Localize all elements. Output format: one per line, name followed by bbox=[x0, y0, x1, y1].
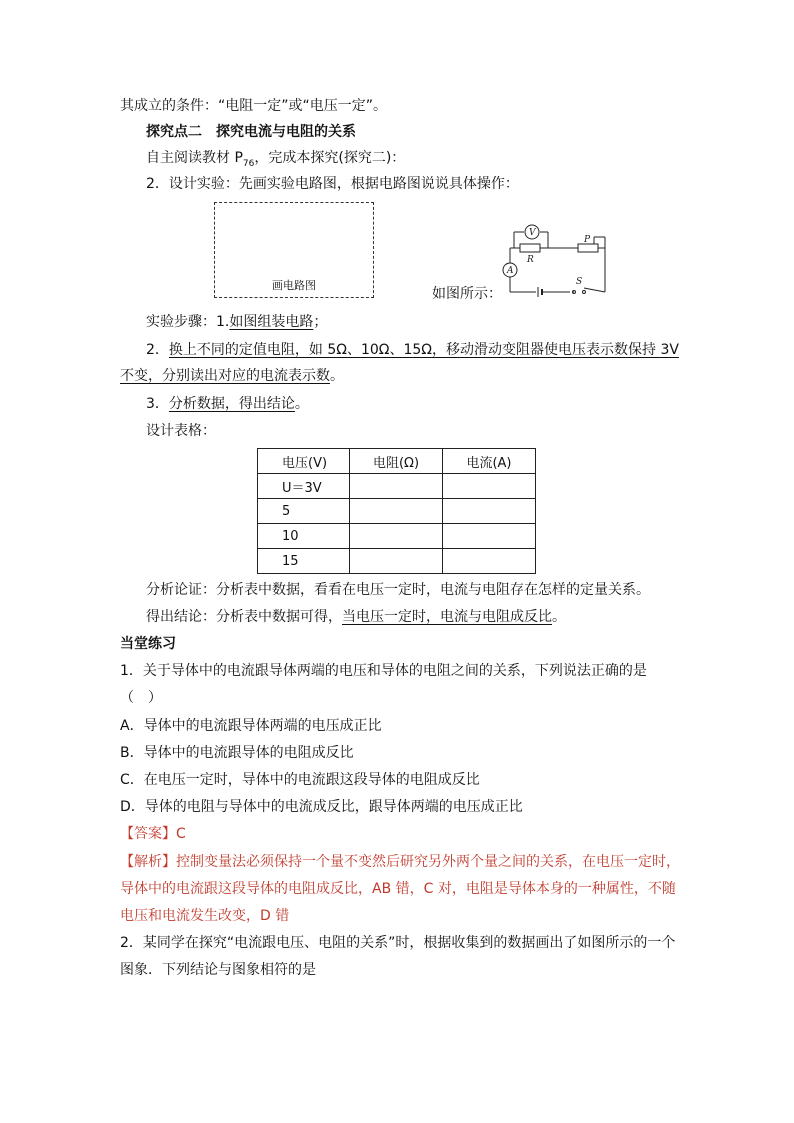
steps-line-2b: 不变，分别读出对应的电流表示数。 bbox=[120, 368, 344, 384]
as-shown-label: 如图所示： bbox=[432, 286, 502, 302]
table-cell: U＝3V bbox=[258, 474, 350, 499]
conclusion-line: 得出结论：分析表中数据可得，当电压一定时，电流与电阻成反比。 bbox=[146, 609, 566, 625]
rheostat-label: P bbox=[584, 235, 591, 245]
steps-line-2: 2．换上不同的定值电阻，如 5Ω、10Ω、15Ω，移动滑动变阻器使电压表示数保持 3V bbox=[146, 342, 679, 358]
condition-line: 其成立的条件：“电阻一定”或“电压一定”。 bbox=[120, 98, 388, 114]
voltmeter-label: V bbox=[529, 228, 536, 238]
question-1: 1．关于导体中的电流跟导体两端的电压和导体的电阻之间的关系，下列说法正确的是 bbox=[120, 663, 647, 679]
header-current: 电流(A) bbox=[443, 449, 536, 474]
analysis-line: 分析论证：分析表中数据，看看在电压一定时，电流与电阻存在怎样的定量关系。 bbox=[146, 582, 650, 598]
option-b: B．导体中的电流跟导体的电阻成反比 bbox=[120, 745, 354, 761]
explanation-line-2: 导体中的电流跟这段导体的电阻成反比，AB 错，C 对，电阻是导体本身的一种属性，不随 bbox=[120, 881, 676, 897]
ammeter-label: A bbox=[507, 266, 514, 276]
table-header-row bbox=[258, 449, 536, 474]
practice-title: 当堂练习 bbox=[120, 636, 176, 652]
steps-line-1: 实验步骤：1.如图组装电路； bbox=[146, 314, 328, 330]
steps-line-3: 3．分析数据，得出结论。 bbox=[146, 396, 309, 412]
draw-circuit-label: 画电路图 bbox=[272, 279, 316, 292]
self-read-line: 自主阅读教材 $P_{76}$，完成本探究(探究二)： bbox=[146, 150, 406, 169]
table-cell bbox=[350, 499, 443, 524]
option-d: D．导体的电阻与导体中的电流成反比，跟导体两端的电压成正比 bbox=[120, 799, 523, 815]
circuit-diagram bbox=[498, 220, 610, 300]
table-cell bbox=[443, 499, 536, 524]
header-voltage: 电压(V) bbox=[258, 449, 350, 474]
data-table bbox=[257, 448, 536, 574]
table-row bbox=[258, 524, 536, 549]
explanation-line-1: 【解析】控制变量法必须保持一个量不变然后研究另外两个量之间的关系，在电压一定时， bbox=[120, 854, 680, 870]
explanation-line-3: 电压和电流发生改变，D 错 bbox=[120, 908, 290, 924]
table-row bbox=[258, 549, 536, 574]
table-row bbox=[258, 499, 536, 524]
design-experiment-line: 2．设计实验：先画实验电路图，根据电路图说说具体操作： bbox=[146, 176, 519, 192]
table-cell: 5 bbox=[258, 499, 350, 524]
option-a: A．导体中的电流跟导体两端的电压成正比 bbox=[120, 718, 382, 734]
question-2-line-1: 2．某同学在探究“电流跟电压、电阻的关系”时，根据收集到的数据画出了如图所示的一个 bbox=[120, 935, 676, 951]
table-row bbox=[258, 474, 536, 499]
design-table-label: 设计表格： bbox=[146, 423, 216, 439]
table-cell bbox=[443, 549, 536, 574]
table-cell bbox=[443, 474, 536, 499]
table-cell bbox=[443, 524, 536, 549]
table-cell: 10 bbox=[258, 524, 350, 549]
resistor-label: R bbox=[527, 255, 534, 265]
circuit-drawing-box bbox=[214, 202, 374, 298]
table-cell bbox=[350, 549, 443, 574]
table-cell bbox=[350, 524, 443, 549]
section2-title: 探究点二 探究电流与电阻的关系 bbox=[146, 124, 356, 140]
answer-line: 【答案】C bbox=[120, 826, 186, 842]
table-cell: 15 bbox=[258, 549, 350, 574]
switch-label: S bbox=[576, 277, 583, 287]
question-1-paren: （ ） bbox=[120, 690, 162, 706]
table-cell bbox=[350, 474, 443, 499]
header-resistance: 电阻(Ω) bbox=[350, 449, 443, 474]
question-2-line-2: 图象．下列结论与图象相符的是 bbox=[120, 962, 316, 978]
option-c: C．在电压一定时，导体中的电流跟这段导体的电阻成反比 bbox=[120, 772, 480, 788]
